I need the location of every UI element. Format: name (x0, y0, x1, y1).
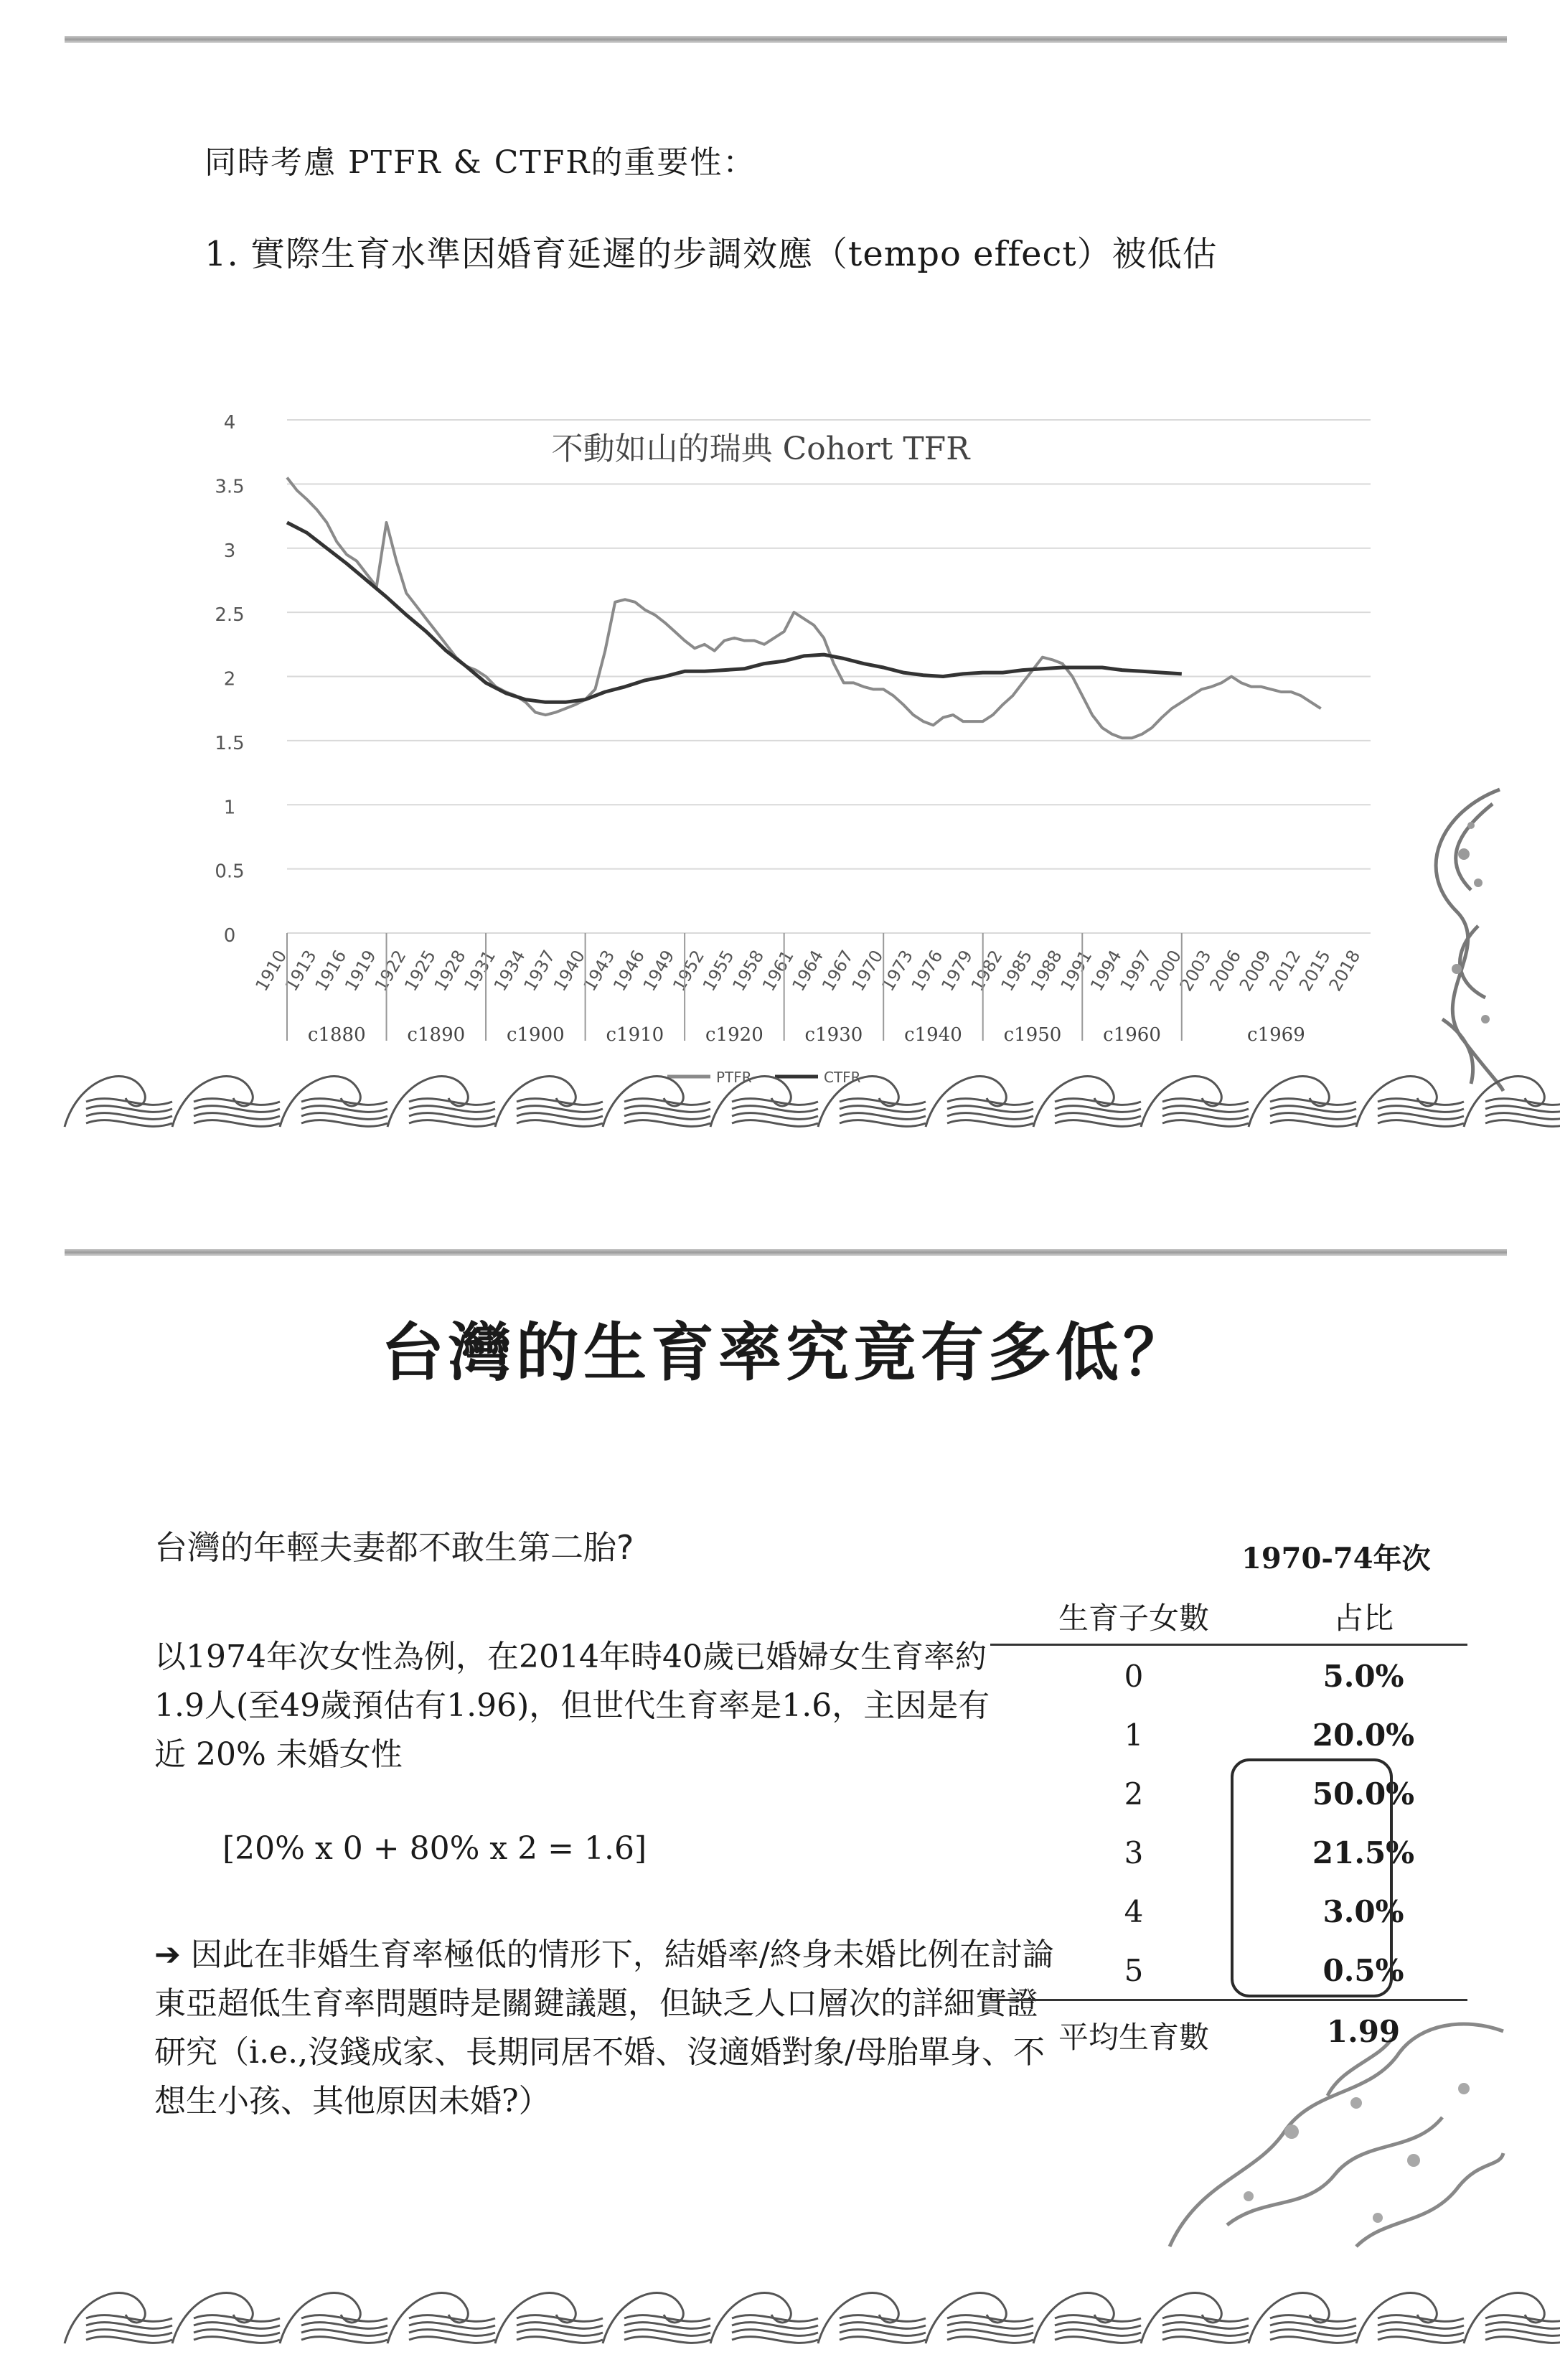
cohort-label: c1930 (804, 1024, 863, 1046)
wave-line (1378, 2330, 1464, 2336)
x-tick-label: 1931 (460, 947, 500, 995)
wave-line (1485, 1099, 1560, 1105)
wave-line (947, 1113, 1033, 1120)
table-row (990, 1822, 1467, 1881)
slide-top-rule (65, 36, 1507, 43)
wave-line (624, 2323, 710, 2329)
wave-line (732, 1120, 818, 1127)
cell-share: 3.0% (1322, 1894, 1404, 1929)
x-tick-label: 1994 (1086, 947, 1126, 995)
y-tick-label: 2 (223, 668, 236, 690)
wave-line (947, 1106, 1033, 1112)
x-tick-label: 1934 (489, 947, 530, 995)
x-tick-label: 1928 (430, 947, 470, 995)
wave-line (1378, 1113, 1464, 1120)
x-tick-label: 2012 (1265, 947, 1305, 995)
wave-line (86, 2330, 172, 2336)
x-tick-label: 1910 (251, 947, 291, 995)
y-tick-label: 1 (223, 797, 236, 819)
wave-line (409, 2323, 495, 2329)
x-tick-label: 1937 (520, 947, 560, 995)
y-tick-label: 3.5 (215, 476, 245, 498)
x-tick-label: 1967 (818, 947, 857, 995)
wave-line (1485, 2315, 1560, 2322)
x-tick-label: 1961 (758, 947, 798, 995)
wave-line (1485, 1106, 1560, 1112)
x-tick-label: 1979 (937, 947, 977, 995)
wave-line (947, 2330, 1033, 2336)
x-tick-label: 1958 (728, 947, 769, 995)
average-label: 平均生育數 (1058, 2020, 1209, 2055)
table-cohort-label: 1970-74年次 (1241, 1542, 1431, 1575)
x-tick-label: 1973 (878, 947, 917, 995)
cell-share: 0.5% (1322, 1953, 1404, 1988)
y-tick-label: 0 (223, 925, 236, 947)
y-tick-label: 3 (223, 540, 236, 562)
cell-share: 5.0% (1322, 1659, 1404, 1694)
legend-label: PTFR (716, 1069, 752, 1086)
arrow-right-icon: ➔ (154, 1936, 181, 1973)
wave-line (194, 1113, 280, 1120)
wave-line (1162, 2330, 1249, 2336)
table-row (990, 1940, 1467, 1999)
wave-line (409, 1120, 495, 1127)
cell-share: 20.0% (1312, 1718, 1415, 1753)
wave-line (624, 2337, 710, 2343)
cohort-label: c1950 (1003, 1024, 1062, 1046)
wave-line (1270, 2337, 1356, 2343)
x-tick-label: 2003 (1175, 947, 1216, 995)
cell-children: 4 (1124, 1894, 1144, 1929)
wave-line (1485, 2337, 1560, 2343)
cohort-label: c1960 (1103, 1024, 1161, 1046)
x-tick-label: 1940 (550, 947, 589, 995)
example-paragraph: 以1974年次女性為例，在2014年時40歲已婚婦女生育率約1.9人(至49歲預估有1.96)，但世代生育率是1.6，主因是有近 20% 未婚女性 (154, 1639, 990, 1773)
wave-line (732, 1106, 818, 1112)
wave-line (301, 1120, 387, 1127)
wave-line (1162, 1106, 1249, 1112)
y-tick-label: 2.5 (215, 604, 245, 627)
wave-line (194, 2323, 280, 2329)
cell-share: 50.0% (1312, 1776, 1415, 1812)
cell-children: 1 (1124, 1718, 1144, 1753)
slide-subheading: 1. 實際生育水準因婚育延遲的步調效應（tempo effect）被低估 (205, 234, 1218, 274)
cell-children: 0 (1124, 1659, 1144, 1694)
column-header-share: 占比 (1333, 1601, 1394, 1636)
x-tick-label: 1952 (669, 947, 709, 995)
wave-line (1485, 1120, 1560, 1127)
x-tick-label: 1946 (609, 947, 649, 995)
cohort-label: c1910 (606, 1024, 664, 1046)
x-tick-label: 1913 (281, 947, 321, 995)
x-tick-label: 1976 (907, 947, 947, 995)
y-tick-label: 0.5 (215, 861, 245, 883)
wave-line (301, 1106, 387, 1112)
wave-line (732, 2337, 818, 2343)
wave-line (517, 2337, 603, 2343)
wave-line (1485, 2330, 1560, 2336)
chart-title: 不動如山的瑞典 Cohort TFR (551, 431, 970, 467)
wave-line (947, 1120, 1033, 1127)
wave-line (1270, 1113, 1356, 1120)
table-average-row (990, 1999, 1467, 2060)
x-tick-label: 1988 (1026, 947, 1066, 995)
series-line-ptfr (287, 477, 1321, 738)
wave-line (1055, 2323, 1141, 2329)
wave-line (1378, 1120, 1464, 1127)
wave-line (947, 2337, 1033, 2343)
wave-line (1162, 1120, 1249, 1127)
wave-line (624, 1113, 710, 1120)
wave-line (301, 2323, 387, 2329)
slide-taiwan-fertility (65, 1242, 1507, 2358)
wave-line (732, 2330, 818, 2336)
chart-svg (201, 359, 1392, 1086)
wave-line (1270, 1106, 1356, 1112)
x-tick-label: 1925 (400, 947, 440, 995)
cell-children: 5 (1124, 1953, 1144, 1988)
fertility-table (990, 1586, 1467, 2060)
wave-line (1162, 2337, 1249, 2343)
chart (201, 359, 1392, 1086)
wave-line (947, 2323, 1033, 2329)
wave-line (1270, 1120, 1356, 1127)
wave-line (1162, 1113, 1249, 1120)
wave-line (409, 2330, 495, 2336)
x-tick-label: 1997 (1116, 947, 1156, 995)
wave-line (624, 1106, 710, 1112)
wave-line (86, 1106, 172, 1112)
wave-line (1270, 2330, 1356, 2336)
wave-line (840, 2330, 926, 2336)
wave-line (86, 2323, 172, 2329)
x-tick-label: 1964 (788, 947, 828, 995)
slide-heading: 同時考慮 PTFR & CTFR的重要性： (205, 144, 756, 181)
wave-line (86, 2337, 172, 2343)
table-row (990, 1705, 1467, 1763)
conclusion-text: 因此在非婚生育率極低的情形下，結婚率/終身未婚比例在討論東亞超低生育率問題時是關鍵議題，但缺乏人口層次的詳細實證研究（i.e.,沒錢成家、長期同居不婚、沒適婚對象/母胎單身、不想生小孩、其他原因未婚?） (154, 1936, 1054, 2119)
wave-line (1378, 1106, 1464, 1112)
x-tick-label: 2015 (1294, 947, 1335, 995)
formula: [20% x 0 + 80% x 2 = 1.6] (222, 1830, 647, 1867)
cohort-label: c1969 (1247, 1024, 1305, 1046)
x-tick-label: 1955 (698, 947, 738, 995)
legend-label: CTFR (824, 1069, 861, 1086)
wave-line (409, 1113, 495, 1120)
cohort-label: c1940 (904, 1024, 962, 1046)
table-row (990, 1881, 1467, 1940)
y-tick-label: 1.5 (215, 732, 245, 754)
x-tick-label: 2009 (1235, 947, 1275, 995)
wave-line (194, 1106, 280, 1112)
x-tick-label: 2006 (1206, 947, 1246, 995)
wave-line (194, 2337, 280, 2343)
slide-title: 台灣的生育率究竟有多低？ (380, 1315, 1190, 1390)
wave-line (1270, 2323, 1356, 2329)
wave-border (65, 2264, 1507, 2351)
wave-line (517, 2323, 603, 2329)
wave-line (409, 2337, 495, 2343)
x-tick-label: 1922 (370, 947, 410, 995)
wave-line (301, 2330, 387, 2336)
wave-line (1378, 2323, 1464, 2329)
x-tick-label: 1982 (967, 947, 1007, 995)
wave-line (1378, 2337, 1464, 2343)
wave-line (1485, 1113, 1560, 1120)
wave-line (732, 1113, 818, 1120)
y-tick-label: 4 (223, 412, 236, 434)
wave-line (409, 1106, 495, 1112)
wave-line (840, 2323, 926, 2329)
cell-share: 21.5% (1312, 1835, 1415, 1870)
wave-line (301, 1113, 387, 1120)
column-header-children: 生育子女數 (1058, 1601, 1209, 1636)
wave-line (194, 2330, 280, 2336)
table-row (990, 1763, 1467, 1822)
cohort-label: c1890 (407, 1024, 466, 1046)
cell-children: 2 (1124, 1776, 1144, 1812)
x-tick-label: 1985 (997, 947, 1037, 995)
average-value: 1.99 (1326, 2014, 1401, 2049)
wave-line (624, 2330, 710, 2336)
wave-line (840, 1120, 926, 1127)
wave-line (732, 2323, 818, 2329)
table-header (990, 1586, 1467, 1646)
cohort-label: c1880 (307, 1024, 366, 1046)
wave-line (301, 2337, 387, 2343)
conclusion-paragraph (154, 1931, 1058, 2126)
wave-line (86, 1113, 172, 1120)
wave-line (1055, 1113, 1141, 1120)
x-tick-label: 1916 (311, 947, 351, 995)
slide-top-rule (65, 1249, 1507, 1256)
wave-line (840, 2337, 926, 2343)
wave-line (1055, 2330, 1141, 2336)
wave-line (1055, 1120, 1141, 1127)
wave-line (624, 1120, 710, 1127)
x-tick-label: 1949 (639, 947, 679, 995)
x-tick-label: 1943 (579, 947, 619, 995)
wave-line (517, 2330, 603, 2336)
x-tick-label: 1970 (847, 947, 888, 995)
wave-line (517, 1113, 603, 1120)
cohort-label: c1920 (705, 1024, 763, 1046)
question-text: 台灣的年輕夫妻都不敢生第二胎? (154, 1528, 634, 1567)
wave-line (1055, 2337, 1141, 2343)
wave-line (1485, 2323, 1560, 2329)
wave-line (86, 1120, 172, 1127)
wave-line (840, 1113, 926, 1120)
wave-line (194, 1120, 280, 1127)
cell-children: 3 (1124, 1835, 1144, 1870)
wave-line (1055, 1106, 1141, 1112)
wave-line (1162, 2323, 1249, 2329)
x-tick-label: 1919 (341, 947, 380, 995)
table-row (990, 1646, 1467, 1705)
cohort-label: c1900 (506, 1024, 565, 1046)
wave-line (517, 1106, 603, 1112)
x-tick-label: 1991 (1056, 947, 1096, 995)
x-tick-label: 2018 (1325, 947, 1365, 995)
highlight-box (1231, 1758, 1393, 1997)
x-tick-label: 2000 (1146, 947, 1185, 995)
wave-line (840, 1106, 926, 1112)
wave-border (65, 1048, 1507, 1134)
wave-line (517, 1120, 603, 1127)
slide-tempo-effect (65, 29, 1507, 1138)
